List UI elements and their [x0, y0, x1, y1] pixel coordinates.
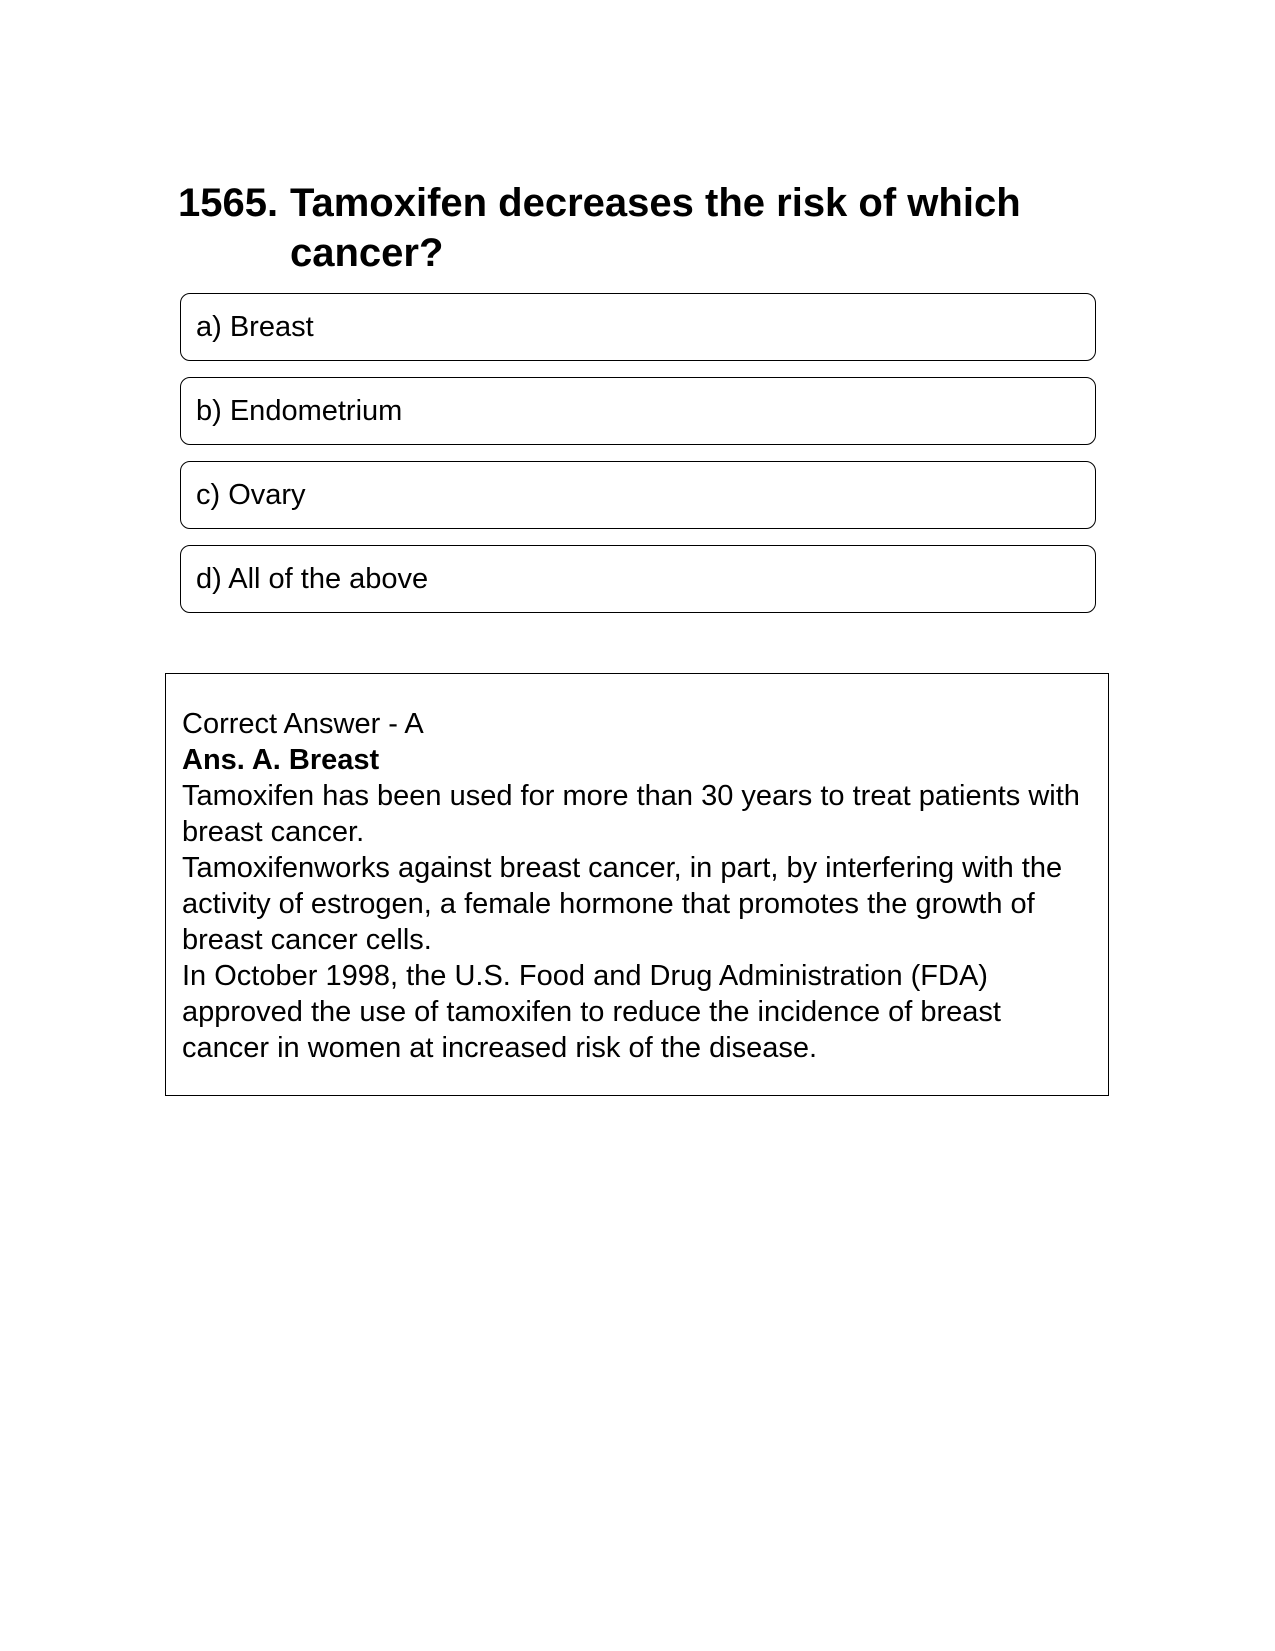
option-c[interactable]: c) Ovary [180, 461, 1096, 529]
question-number: 1565. [178, 181, 279, 225]
option-a[interactable]: a) Breast [180, 293, 1096, 361]
question [178, 178, 1098, 278]
question-text: Tamoxifen decreases the risk of which cancer? [290, 181, 1021, 275]
explanation-paragraph-2: Tamoxifenworks against breast cancer, in part, by interfering with the activity of estrogen, a female hormone that promotes the growth of breast cancer cells. [182, 852, 1063, 956]
explanation-paragraph-1: Tamoxifen has been used for more than 30 years to treat patients with breast cancer. [182, 780, 1080, 848]
option-b[interactable]: b) Endometrium [180, 377, 1096, 445]
explanation-paragraph-3: In October 1998, the U.S. Food and Drug Administration (FDA) approved the use of tamoxifen to reduce the incidence of breast cancer in women at increased risk of the disease. [182, 960, 1001, 1064]
option-d[interactable]: d) All of the above [180, 545, 1096, 613]
correct-answer: Correct Answer - A [182, 708, 424, 740]
answer-box [165, 673, 1109, 1096]
answer-heading: Ans. A. Breast [182, 744, 380, 776]
options-list [180, 293, 1096, 629]
